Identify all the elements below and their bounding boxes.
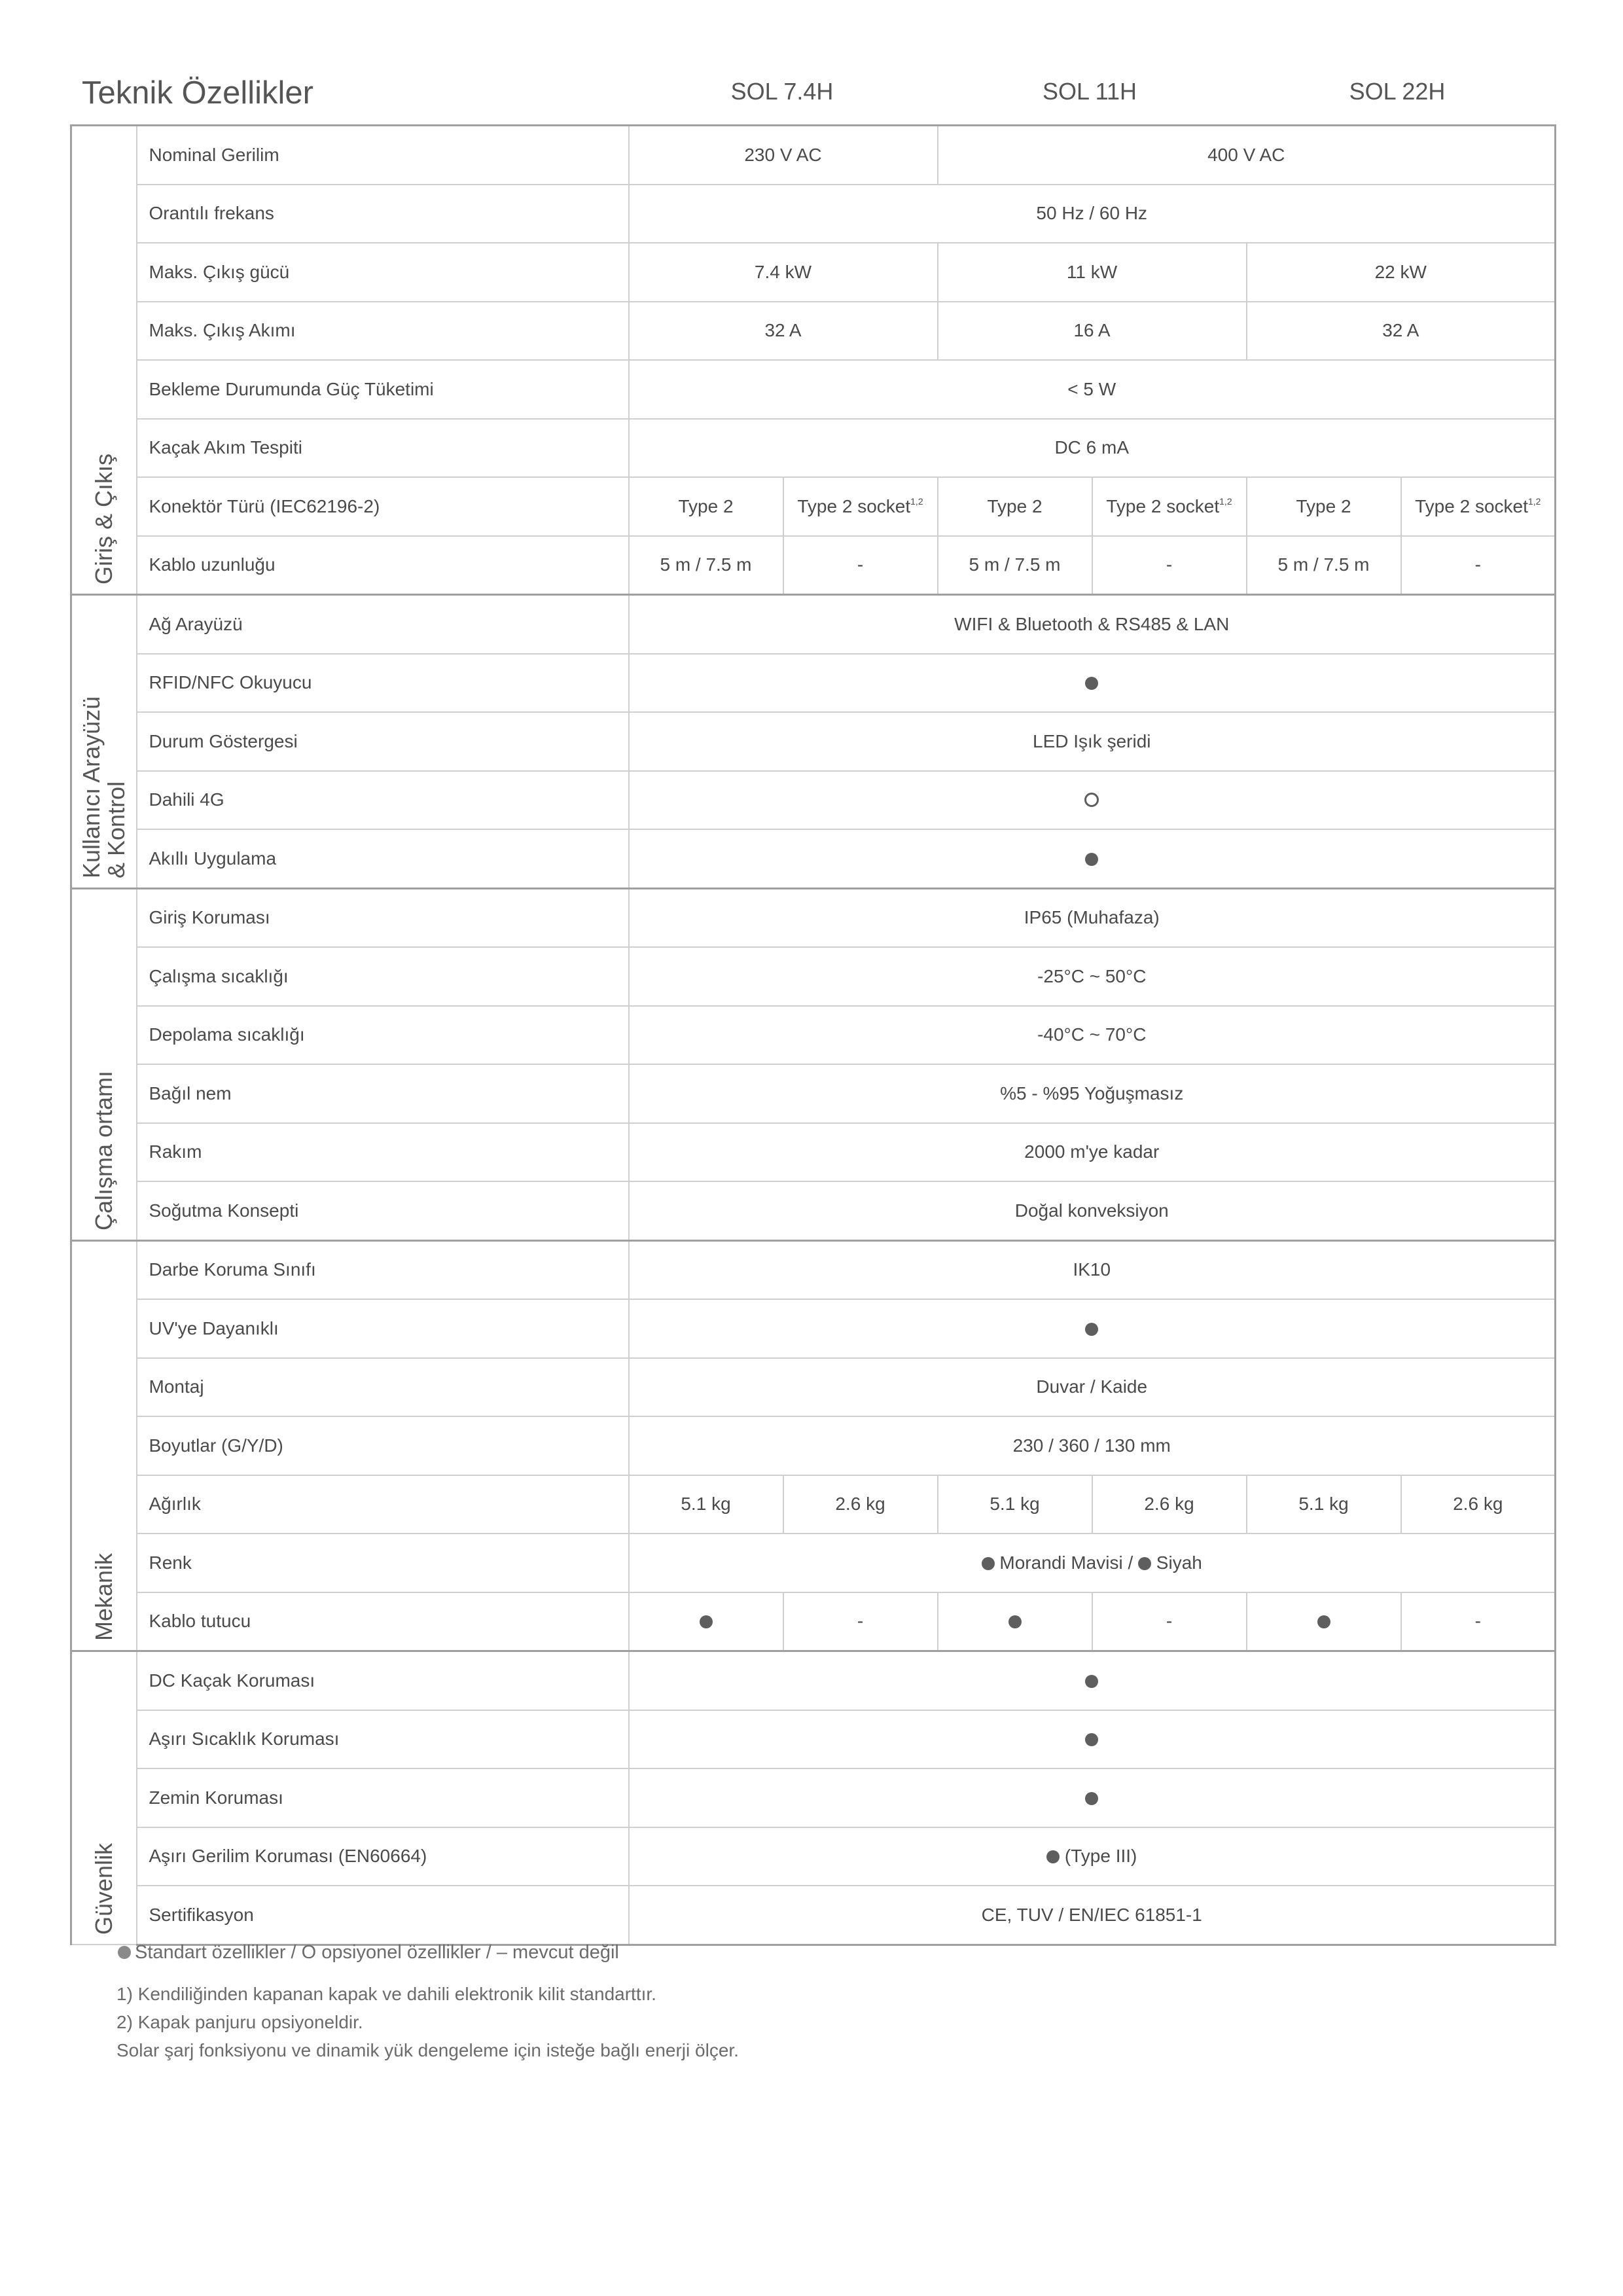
value-cell [938, 243, 1247, 302]
value-cell [629, 1181, 1556, 1240]
row-label: Konektör Türü (IEC62196-2) [137, 477, 629, 536]
spec-table [70, 124, 1556, 1946]
value-text: IK10 [1073, 1259, 1111, 1280]
value-cell [629, 477, 783, 536]
value-cell [629, 536, 783, 595]
value-text: 7.4 kW [754, 261, 812, 282]
row-label: Akıllı Uygulama [137, 829, 629, 888]
legend [118, 1942, 619, 1964]
value-cell [629, 1651, 1556, 1710]
standard-dot-icon [1085, 1323, 1098, 1336]
row-label: Nominal Gerilim [137, 126, 629, 185]
row-label: Giriş Koruması [137, 888, 629, 947]
value-cell [1092, 1592, 1247, 1651]
footnote-ref: 1,2 [1527, 495, 1541, 507]
row-label: Dahili 4G [137, 771, 629, 830]
page-title: Teknik Özellikler [82, 75, 313, 111]
value-cell [783, 536, 938, 595]
table-row [71, 1416, 1556, 1475]
value-text: Morandi Mavisi / [994, 1552, 1139, 1573]
table-row [71, 1592, 1556, 1651]
footnote: 1) Kendiliğinden kapanan kapak ve dahili elektronik kilit standarttır. [116, 1984, 656, 2004]
value-text: 2.6 kg [1453, 1494, 1503, 1515]
value-cell [629, 419, 1556, 478]
value-cell [629, 1534, 1556, 1592]
standard-dot-icon [1008, 1615, 1022, 1628]
row-label: Rakım [137, 1123, 629, 1182]
row-label: Boyutlar (G/Y/D) [137, 1416, 629, 1475]
table-row [71, 888, 1556, 947]
row-label: RFID/NFC Okuyucu [137, 654, 629, 713]
value-cell [629, 1240, 1556, 1299]
table-row [71, 712, 1556, 771]
table-row [71, 595, 1556, 654]
table-row [71, 536, 1556, 595]
row-label: Maks. Çıkış Akımı [137, 302, 629, 361]
value-cell [629, 1123, 1556, 1182]
value-cell [1401, 536, 1556, 595]
table-row [71, 1475, 1556, 1534]
value-cell [629, 1299, 1556, 1358]
table-row [71, 1827, 1556, 1886]
table-row [71, 1064, 1556, 1123]
value-text: CE, TUV / EN/IEC 61851-1 [981, 1904, 1202, 1925]
model-header-sol-22h: SOL 22H [1349, 78, 1446, 105]
group-label: Güvenlik [90, 1842, 117, 1935]
table-row [71, 126, 1556, 185]
value-cell [629, 126, 938, 185]
table-row [71, 1123, 1556, 1182]
model-header-sol-7-4h: SOL 7.4H [730, 78, 834, 105]
row-label: Bekleme Durumunda Güç Tüketimi [137, 360, 629, 419]
row-label: Maks. Çıkış gücü [137, 243, 629, 302]
standard-dot-icon [1085, 1675, 1098, 1688]
value-cell [938, 477, 1092, 536]
table-row [71, 1534, 1556, 1592]
row-label: Renk [137, 1534, 629, 1592]
value-cell [629, 595, 1556, 654]
value-text: 2.6 kg [835, 1494, 885, 1515]
table-row [71, 1710, 1556, 1769]
value-text: (Type III) [1060, 1846, 1137, 1867]
value-text: 32 A [1382, 320, 1419, 341]
standard-dot-icon [1085, 677, 1098, 690]
value-text: Doğal konveksiyon [1014, 1200, 1169, 1221]
table-row [71, 1181, 1556, 1240]
row-label: Bağıl nem [137, 1064, 629, 1123]
value-cell [938, 536, 1092, 595]
value-text: -25°C ~ 50°C [1037, 965, 1147, 986]
value-cell [629, 771, 1556, 830]
table-row [71, 1299, 1556, 1358]
value-text: Type 2 [1296, 495, 1351, 516]
standard-dot-icon [700, 1615, 713, 1628]
table-row [71, 1240, 1556, 1299]
value-cell [783, 1475, 938, 1534]
table-row [71, 654, 1556, 713]
table-row [71, 419, 1556, 478]
row-label: Durum Göstergesi [137, 712, 629, 771]
value-cell [1247, 1475, 1401, 1534]
value-cell [783, 1592, 938, 1651]
value-cell [1401, 1475, 1556, 1534]
value-text: - [1474, 1611, 1481, 1632]
value-text: 5.1 kg [990, 1494, 1040, 1515]
row-label: Soğutma Konsepti [137, 1181, 629, 1240]
footnote: 2) Kapak panjuru opsiyoneldir. [116, 2012, 363, 2032]
row-label: DC Kaçak Koruması [137, 1651, 629, 1710]
row-label: Kaçak Akım Tespiti [137, 419, 629, 478]
footnote-ref: 1,2 [910, 495, 923, 507]
group-cell [71, 595, 137, 889]
table-row [71, 1768, 1556, 1827]
value-cell [1092, 477, 1247, 536]
value-cell [938, 302, 1247, 361]
value-cell [1247, 1592, 1401, 1651]
standard-dot-icon [1138, 1557, 1151, 1570]
value-cell [629, 1475, 783, 1534]
value-text: 2000 m'ye kadar [1024, 1141, 1160, 1162]
value-text: - [857, 1611, 864, 1632]
value-cell [629, 1592, 783, 1651]
value-cell [629, 360, 1556, 419]
group-label: Giriş & Çıkış [90, 453, 117, 584]
row-label: Darbe Koruma Sınıfı [137, 1240, 629, 1299]
table-row [71, 360, 1556, 419]
value-text: 5 m / 7.5 m [660, 554, 752, 575]
value-cell [629, 243, 938, 302]
value-text: 22 kW [1374, 261, 1427, 282]
value-text: - [857, 554, 864, 575]
value-cell [1092, 1475, 1247, 1534]
value-text: LED Işık şeridi [1033, 730, 1151, 751]
value-cell [783, 477, 938, 536]
value-text: Type 2 socket [1415, 495, 1528, 516]
value-text: 400 V AC [1207, 144, 1285, 165]
standard-dot-icon [1085, 1792, 1098, 1805]
group-label: Kullanıcı Arayüzü & Kontrol [77, 696, 130, 878]
footnotes [116, 1980, 739, 2064]
row-label: Orantılı frekans [137, 185, 629, 243]
table-row [71, 1006, 1556, 1065]
row-label: Çalışma sıcaklığı [137, 947, 629, 1006]
value-text: IP65 (Muhafaza) [1024, 907, 1160, 928]
table-row [71, 947, 1556, 1006]
table-row [71, 1358, 1556, 1417]
standard-dot-icon [1085, 1733, 1098, 1746]
standard-dot-icon [118, 1946, 131, 1959]
value-cell [938, 1592, 1092, 1651]
standard-dot-icon [1317, 1615, 1330, 1628]
value-text: Type 2 socket [1106, 495, 1220, 516]
value-cell [1401, 1592, 1556, 1651]
value-text: - [1166, 554, 1173, 575]
footnote: Solar şarj fonksiyonu ve dinamik yük dengeleme için isteğe bağlı enerji ölçer. [116, 2040, 739, 2060]
value-cell [629, 302, 938, 361]
standard-dot-icon [1085, 853, 1098, 866]
group-label: Mekanik [90, 1552, 117, 1641]
value-text: Siyah [1151, 1552, 1202, 1573]
value-cell [629, 947, 1556, 1006]
value-text: Type 2 socket [797, 495, 911, 516]
value-text: 5 m / 7.5 m [1277, 554, 1370, 575]
value-cell [629, 1064, 1556, 1123]
group-cell [71, 1240, 137, 1651]
value-text: 5.1 kg [1298, 1494, 1349, 1515]
row-label: Sertifikasyon [137, 1886, 629, 1945]
row-label: Ağırlık [137, 1475, 629, 1534]
table-row [71, 771, 1556, 830]
value-text: 230 V AC [744, 144, 822, 165]
value-text: Type 2 [678, 495, 734, 516]
table-row [71, 829, 1556, 888]
value-text: 230 / 360 / 130 mm [1012, 1435, 1171, 1456]
value-cell [629, 1886, 1556, 1945]
value-cell [629, 1358, 1556, 1417]
value-cell [1247, 243, 1556, 302]
table-row [71, 243, 1556, 302]
value-cell [629, 185, 1556, 243]
value-cell [629, 888, 1556, 947]
value-text: 32 A [764, 320, 802, 341]
standard-dot-icon [982, 1557, 995, 1570]
row-label: UV'ye Dayanıklı [137, 1299, 629, 1358]
group-cell [71, 1651, 137, 1945]
row-label: Kablo tutucu [137, 1592, 629, 1651]
value-cell [629, 1006, 1556, 1065]
value-cell [629, 1768, 1556, 1827]
value-cell [629, 1416, 1556, 1475]
table-row [71, 1886, 1556, 1945]
value-text: 16 A [1073, 320, 1111, 341]
legend-text: Standart özellikler / O opsiyonel özellikler / – mevcut değil [135, 1942, 619, 1963]
value-text: DC 6 mA [1054, 437, 1130, 458]
value-text: - [1166, 1611, 1173, 1632]
value-text: %5 - %95 Yoğuşmasız [1000, 1083, 1184, 1103]
row-label: Kablo uzunluğu [137, 536, 629, 595]
standard-dot-icon [1046, 1850, 1060, 1863]
value-cell [1401, 477, 1556, 536]
table-row [71, 185, 1556, 243]
group-label: Çalışma ortamı [90, 1070, 117, 1230]
row-label: Zemin Koruması [137, 1768, 629, 1827]
value-cell [629, 712, 1556, 771]
value-text: WIFI & Bluetooth & RS485 & LAN [954, 613, 1230, 634]
table-row [71, 477, 1556, 536]
value-cell [1092, 536, 1247, 595]
group-cell [71, 126, 137, 595]
value-text: 5 m / 7.5 m [969, 554, 1061, 575]
value-text: - [1474, 554, 1481, 575]
value-cell [629, 654, 1556, 713]
value-text: 50 Hz / 60 Hz [1036, 203, 1148, 224]
value-text: 5.1 kg [681, 1494, 731, 1515]
value-text: 2.6 kg [1144, 1494, 1194, 1515]
value-text: Duvar / Kaide [1036, 1376, 1148, 1397]
value-cell [629, 829, 1556, 888]
value-cell [1247, 302, 1556, 361]
table-row [71, 302, 1556, 361]
table-row [71, 1651, 1556, 1710]
value-text: 11 kW [1066, 261, 1118, 282]
row-label: Depolama sıcaklığı [137, 1006, 629, 1065]
value-cell [938, 1475, 1092, 1534]
value-text: -40°C ~ 70°C [1037, 1024, 1147, 1045]
row-label: Aşırı Sıcaklık Koruması [137, 1710, 629, 1769]
row-label: Montaj [137, 1358, 629, 1417]
optional-circle-icon [1084, 793, 1099, 807]
value-cell [629, 1710, 1556, 1769]
row-label: Aşırı Gerilim Koruması (EN60664) [137, 1827, 629, 1886]
value-cell [1247, 477, 1401, 536]
value-cell [629, 1827, 1556, 1886]
value-cell [1247, 536, 1401, 595]
row-label: Ağ Arayüzü [137, 595, 629, 654]
value-cell [938, 126, 1556, 185]
group-cell [71, 888, 137, 1240]
model-header-sol-11h: SOL 11H [1042, 78, 1137, 105]
value-text: Type 2 [987, 495, 1043, 516]
footnote-ref: 1,2 [1219, 495, 1232, 507]
value-text: < 5 W [1067, 378, 1116, 399]
